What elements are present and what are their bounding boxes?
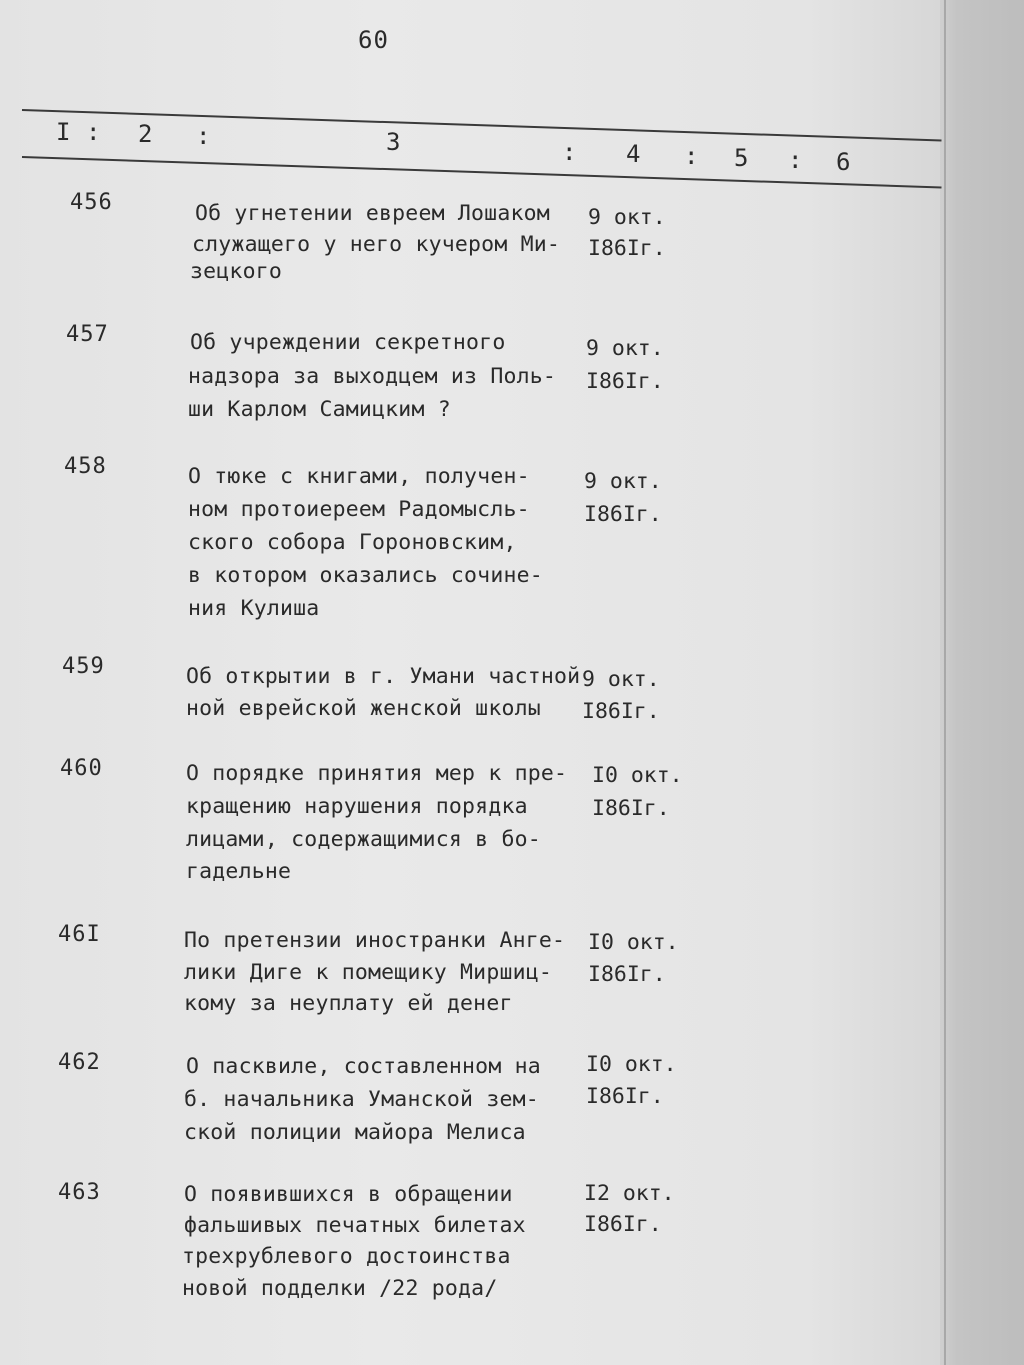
entry-line: ния Кулиша — [188, 596, 320, 621]
column-separator: : — [788, 146, 803, 174]
entry-line: ской полиции майора Мелиса — [184, 1120, 526, 1145]
entry-date-year: I86Iг. — [584, 502, 662, 527]
entry-date-year: I86Iг. — [582, 699, 660, 724]
entry-line: гадельне — [186, 859, 292, 884]
page-edge-line — [944, 0, 946, 1365]
entry-line: Об учреждении секретного — [190, 330, 506, 355]
entry-number: 46I — [58, 922, 101, 947]
entry-line: надзора за выходцем из Поль- — [188, 364, 557, 389]
entry-number: 456 — [70, 190, 113, 215]
entry-line: ной еврейской женской школы — [186, 696, 541, 721]
page-number: 60 — [358, 26, 389, 54]
entry-line: О порядке принятия мер к пре- — [186, 761, 568, 786]
column-header-5: 5 — [734, 144, 749, 172]
column-header-1: I — [56, 118, 71, 146]
column-separator: : — [196, 122, 211, 150]
entry-date-day: I0 окт. — [592, 763, 683, 788]
column-separator: : — [684, 142, 699, 170]
entry-line: б. начальника Уманской зем- — [184, 1087, 539, 1112]
entry-line: О тюке с книгами, получен- — [188, 464, 530, 489]
entry-date-year: I86Iг. — [592, 796, 670, 821]
column-header-6: 6 — [836, 148, 851, 176]
entry-line: ского собора Гороновским, — [188, 530, 517, 555]
entry-date-day: I2 окт. — [584, 1181, 675, 1206]
entry-number: 458 — [64, 454, 107, 479]
entry-number: 462 — [58, 1050, 101, 1075]
entry-line: в котором оказались сочине- — [188, 563, 543, 588]
entry-date-day: I0 окт. — [588, 930, 679, 955]
page-edge — [940, 0, 1024, 1365]
entry-date-day: 9 окт. — [582, 667, 660, 692]
entry-date-day: 9 окт. — [588, 205, 666, 230]
entry-line: По претензии иностранки Анге- — [184, 928, 566, 953]
column-separator: : — [86, 118, 101, 146]
entry-line: кому за неуплату ей денег — [184, 991, 513, 1016]
entry-date-day: 9 окт. — [586, 336, 664, 361]
entry-date-year: I86Iг. — [586, 1084, 664, 1109]
column-header-3: 3 — [386, 128, 401, 156]
entry-line: зецкого — [190, 259, 283, 284]
entry-line: лики Диге к помещику Миршиц- — [184, 960, 553, 985]
entry-line: Об угнетении евреем Лошаком — [195, 201, 550, 226]
column-header-2: 2 — [138, 120, 153, 148]
entry-number: 457 — [66, 322, 109, 347]
entry-line: О пасквиле, составленном на — [186, 1054, 541, 1079]
entry-line: фальшивых печатных билетах — [184, 1213, 526, 1238]
entry-date-year: I86Iг. — [588, 236, 666, 261]
entry-line: служащего у него кучером Ми- — [192, 232, 561, 257]
entry-line: ши Карлом Самицким ? — [188, 397, 451, 422]
entry-line: ном протоиереем Радомысль- — [188, 497, 530, 522]
entry-number: 459 — [62, 654, 105, 679]
entry-line: трехрублевого достоинства — [182, 1244, 511, 1269]
column-header-4: 4 — [626, 140, 641, 168]
entry-line: О появившихся в обращении — [184, 1182, 513, 1207]
entry-number: 460 — [60, 756, 103, 781]
entry-line: Об открытии в г. Умани частной — [186, 664, 581, 689]
entry-date-day: 9 окт. — [584, 469, 662, 494]
entry-date-year: I86Iг. — [586, 369, 664, 394]
entry-number: 463 — [58, 1180, 101, 1205]
entry-date-year: I86Iг. — [588, 962, 666, 987]
entry-date-day: I0 окт. — [586, 1052, 677, 1077]
entry-line: кращению нарушения порядка — [186, 794, 528, 819]
entry-line: новой подделки /22 рода/ — [182, 1276, 498, 1301]
column-separator: : — [562, 138, 577, 166]
entry-date-year: I86Iг. — [584, 1212, 662, 1237]
entry-line: лицами, содержащимися в бо- — [186, 827, 541, 852]
